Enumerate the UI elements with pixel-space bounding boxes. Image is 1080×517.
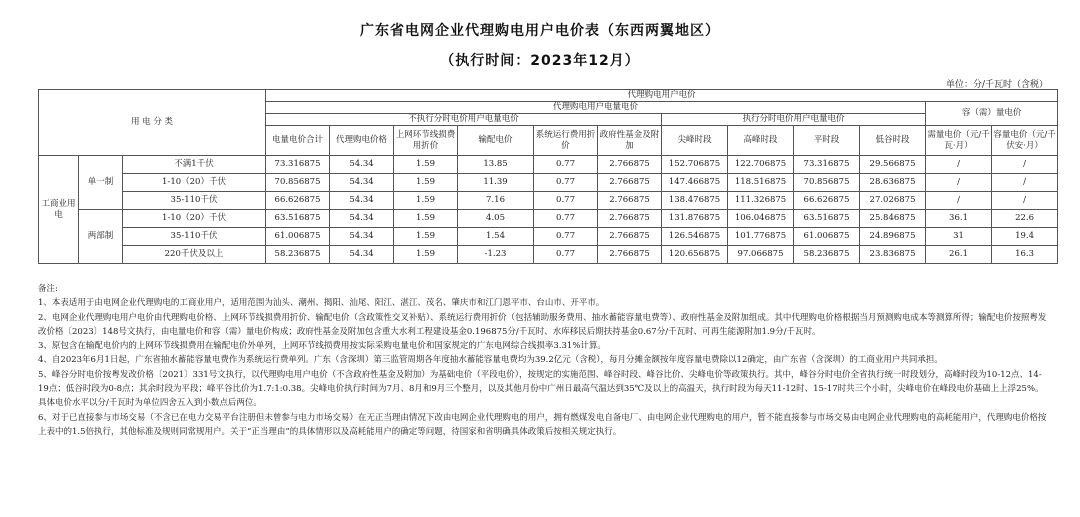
cell-valley: 24.896875 [860,228,926,246]
cell-peak: 118.516875 [728,174,794,192]
note-item: 1、本表适用于由电网企业代理购电的工商业用户，适用范围为汕头、潮州、揭阳、汕尾、阳江、湛江、茂名、肇庆市和江门恩平市、台山市、开平市。 [38,298,605,309]
category-header: 用 电 分 类 [39,90,266,156]
cell-total: 58.236875 [266,246,330,264]
cell-valley: 28.636875 [860,174,926,192]
cell-peak-sharp: 120.656875 [662,246,728,264]
cell-fund: 2.766875 [598,156,662,174]
col-purchase: 代理购电价格 [330,126,394,156]
voltage-level: 35-110千伏 [123,192,266,210]
cell-capacity: 19.4 [992,228,1058,246]
cell-valley: 23.836875 [860,246,926,264]
cell-flat: 66.626875 [794,192,860,210]
cell-transmission: 4.05 [458,210,534,228]
price-table [38,89,1058,264]
cell-purchase: 54.34 [330,156,394,174]
cell-loss: 1.59 [394,228,458,246]
cell-peak: 122.706875 [728,156,794,174]
col-capacity: 容量电价（元/千伏安·月） [992,126,1058,156]
col-valley: 低谷时段 [860,126,926,156]
cell-peak-sharp: 152.706875 [662,156,728,174]
cell-demand: 31 [926,228,992,246]
cell-flat: 70.856875 [794,174,860,192]
voltage-level: 不满1千伏 [123,156,266,174]
cell-fund: 2.766875 [598,192,662,210]
cell-peak-sharp: 126.546875 [662,228,728,246]
cell-system: 0.77 [534,192,598,210]
cell-demand: / [926,174,992,192]
cell-flat: 63.516875 [794,210,860,228]
col-system-cost: 系统运行费用折价 [534,126,598,156]
cell-total: 73.316875 [266,156,330,174]
cell-total: 63.516875 [266,210,330,228]
cell-peak: 111.326875 [728,192,794,210]
cell-peak-sharp: 138.476875 [662,192,728,210]
page-title: 广东省电网企业代理购电用户电价表（东西两翼地区） [360,23,720,39]
voltage-level: 220千伏及以上 [123,246,266,264]
cell-demand: 26.1 [926,246,992,264]
group-label: 工商业用电 [39,156,79,264]
cell-fund: 2.766875 [598,246,662,264]
col-network-loss: 上网环节线损费用折价 [394,126,458,156]
cell-peak: 97.066875 [728,246,794,264]
cell-capacity: / [992,174,1058,192]
cell-peak-sharp: 131.876875 [662,210,728,228]
notes-heading: 备注: [38,284,58,294]
note-item: 4、自2023年6月1日起，广东省抽水蓄能容量电费作为系统运行费单列。广东（含深圳）第三监管周期各年度抽水蓄能容量电费均为39.2亿元（含税），每月分摊金额按年度容量电费除以12确定，由广东省（含深圳）的工商业用户共同承担。 [38,355,943,366]
cell-total: 70.856875 [266,174,330,192]
col-peak-sharp: 尖峰时段 [662,126,728,156]
table-row [39,174,1058,192]
col-peak: 高峰时段 [728,126,794,156]
cell-total: 66.626875 [266,192,330,210]
capacity-header: 容（需）量电价 [926,102,1058,126]
cell-loss: 1.59 [394,174,458,192]
cell-capacity: 16.3 [992,246,1058,264]
cell-demand: / [926,156,992,174]
cell-peak: 101.776875 [728,228,794,246]
cell-total: 61.006875 [266,228,330,246]
cell-transmission: -1.23 [458,246,534,264]
voltage-level: 1-10（20）千伏 [123,210,266,228]
cell-purchase: 54.34 [330,192,394,210]
subgroup-label: 单一制 [79,156,123,210]
cell-loss: 1.59 [394,192,458,210]
cell-loss: 1.59 [394,156,458,174]
cell-system: 0.77 [534,174,598,192]
cell-valley: 27.026875 [860,192,926,210]
agent-energy-header: 代理购电用户电量电价 [266,102,926,114]
cell-peak-sharp: 147.466875 [662,174,728,192]
cell-capacity: 22.6 [992,210,1058,228]
cell-purchase: 54.34 [330,210,394,228]
unit-label: 单位：分/千瓦时（含税） [945,80,1048,90]
table-row [39,156,1058,174]
cell-valley: 29.566875 [860,156,926,174]
note-item: 5、峰谷分时电价按粤发改价格〔2021〕331号文执行，以代理购电用户电价（不含政府性基金及附加）为基础电价（平段电价），按规定的实施范围、峰谷时段、峰谷比价、尖峰电价等政策执行。其中，峰谷分时电价全省执行统一时段划分，高峰时段为10-12点、14-19点；低谷时段为0-8点；其余时段为平段；峰平谷比价为1.7:1:0.38。尖峰电价执行时间为7月、8月和9月三个整月，以及其他月份中广州日最高气温达到35℃及以上的高温天，执行时段为每天11-12时、15-17时共三个小时，尖峰电价在峰段电价基础上上浮25%。具体电价水平以分/千瓦时为单位四舍五入到小数点后两位。 [38,369,1044,409]
cell-transmission: 11.39 [458,174,534,192]
cell-transmission: 1.54 [458,228,534,246]
cell-fund: 2.766875 [598,174,662,192]
voltage-level: 1-10（20）千伏 [123,174,266,192]
cell-fund: 2.766875 [598,210,662,228]
cell-system: 0.77 [534,228,598,246]
cell-transmission: 13.85 [458,156,534,174]
cell-transmission: 7.16 [458,192,534,210]
col-flat: 平时段 [794,126,860,156]
cell-capacity: / [992,156,1058,174]
cell-flat: 73.316875 [794,156,860,174]
cell-purchase: 54.34 [330,174,394,192]
cell-valley: 25.846875 [860,210,926,228]
tou-header: 执行分时电价用户电量电价 [662,114,926,126]
subgroup-label: 两部制 [79,210,123,264]
col-transmission: 输配电价 [458,126,534,156]
table-row [39,246,1058,264]
cell-purchase: 54.34 [330,246,394,264]
cell-system: 0.77 [534,246,598,264]
cell-capacity: / [992,192,1058,210]
table-row [39,210,1058,228]
col-total: 电量电价合计 [266,126,330,156]
cell-purchase: 54.34 [330,228,394,246]
notes-section [38,282,1048,439]
table-row [39,192,1058,210]
cell-fund: 2.766875 [598,228,662,246]
cell-system: 0.77 [534,210,598,228]
page-subtitle: （执行时间：2023年12月） [440,53,640,69]
table-row [39,228,1058,246]
col-demand: 需量电价（元/千瓦·月） [926,126,992,156]
note-item: 2、电网企业代理购电用户电价由代理购电价格、上网环节线损费用折价、输配电价（含政策性交叉补贴）、系统运行费用折价（包括辅助服务费用、抽水蓄能容量电费等）、政府性基金及附加组成。其中代理购电价格根据当月预测购电成本等测算所得；输配电价按照粤发改价格〔2023〕148号文执行，由电量电价和容（需）量电价构成；政府性基金及附加包含重大水利工程建设基金0.196875分/千瓦时、水库移民后期扶持基金0.67分/千瓦时、可再生能源附加1.9分/千瓦时。 [38,312,1047,337]
cell-loss: 1.59 [394,210,458,228]
col-gov-fund: 政府性基金及附加 [598,126,662,156]
cell-demand: 36.1 [926,210,992,228]
cell-peak: 106.046875 [728,210,794,228]
agent-price-header: 代理购电用户电价 [266,90,1058,102]
note-item: 3、原包含在输配电价内的上网环节线损费用在输配电价外单列，上网环节线损费用按实际采购电量电价和国家规定的广东电网综合线损率3.31%计算。 [38,341,606,352]
voltage-level: 35-110千伏 [123,228,266,246]
cell-flat: 58.236875 [794,246,860,264]
note-item: 6、对于已直接参与市场交易（不含已在电力交易平台注册但未曾参与电力市场交易）在无正当理由情况下改由电网企业代理购电的用户，拥有燃煤发电自备电厂、由电网企业代理购电的用户，暂不能直接参与市场交易由电网企业代理购电的高耗能用户，代理购电价格按上表中的1.5倍执行，其他标准及规则同常规用户。关于“正当理由”的具体情形以及高耗能用户的确定等问题，待国家和省明确具体政策后按相关规定执行。 [38,412,1047,437]
cell-system: 0.77 [534,156,598,174]
cell-loss: 1.59 [394,246,458,264]
cell-flat: 61.006875 [794,228,860,246]
cell-demand: / [926,192,992,210]
non-tou-header: 不执行分时电价用户电量电价 [266,114,662,126]
